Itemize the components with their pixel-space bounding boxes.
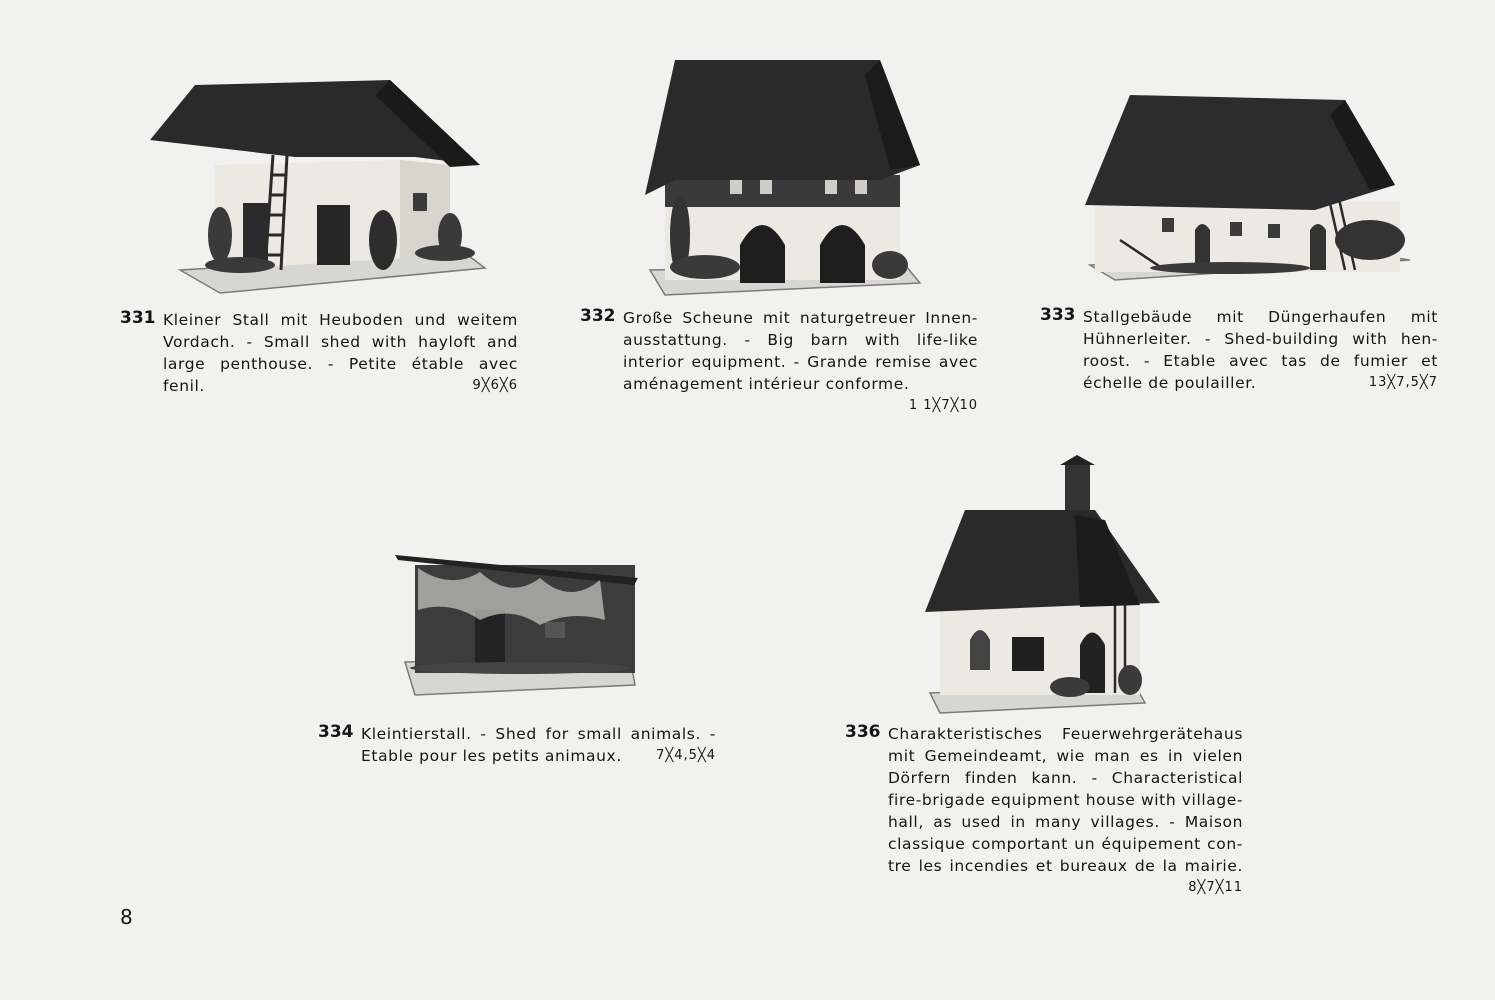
description-line: interior equipment. - Grande remise avec — [623, 353, 978, 371]
description-line: échelle de poulailler. — [1083, 374, 1257, 392]
item-description — [888, 723, 1243, 899]
description-line: Stallgebäude mit Düngerhaufen mit — [1083, 308, 1438, 326]
description-line: Charakteristisches Feuerwehrgerätehaus — [888, 725, 1243, 743]
item-dimensions: 13╳7,5╳7 — [1368, 375, 1438, 390]
item-dimensions: 1 1╳7╳10 — [908, 398, 978, 413]
photo-336-fire-brigade-house — [920, 455, 1165, 715]
item-description — [361, 723, 716, 767]
photo-331-small-shed — [145, 75, 490, 300]
description-line: Kleintierstall. - Shed for small animals. - — [361, 725, 716, 743]
description-line: mit Gemeindeamt, wie man es in vielen — [888, 747, 1243, 765]
description-line: large penthouse. - Petite étable avec — [163, 355, 518, 373]
description-line: Kleiner Stall mit Heuboden und weitem — [163, 311, 518, 329]
item-number: 333 — [1040, 305, 1076, 325]
photo-334-small-animal-shed — [390, 550, 645, 700]
description-line: roost. - Etable avec tas de fumier et — [1083, 352, 1438, 370]
description-line: Dörfern finden kann. - Characteristical — [888, 769, 1243, 787]
description-line: Hühnerleiter. - Shed-building with hen- — [1083, 330, 1438, 348]
description-line: Vordach. - Small shed with hayloft and — [163, 333, 518, 351]
item-number: 332 — [580, 306, 616, 326]
page-number: 8 — [120, 905, 133, 929]
description-line: hall, as used in many villages. - Maison — [888, 813, 1243, 831]
description-line: fire-brigade equipment house with village- — [888, 791, 1244, 809]
description-line: aménagement intérieur conforme. — [623, 375, 910, 393]
item-number: 336 — [845, 722, 881, 742]
description-line: ausstattung. - Big barn with life-like — [623, 331, 978, 349]
item-description — [623, 307, 978, 417]
item-dimensions: 7╳4,5╳4 — [656, 748, 716, 763]
item-dimensions: 9╳6╳6 — [472, 378, 518, 393]
item-number: 334 — [318, 722, 354, 742]
item-dimensions: 8╳7╳11 — [1188, 880, 1243, 895]
item-number: 331 — [120, 308, 156, 328]
item-description — [1083, 306, 1438, 394]
description-line: Etable pour les petits animaux. — [361, 747, 622, 765]
item-description — [163, 309, 518, 397]
description-line: fenil. — [163, 377, 205, 395]
description-line: classique comportant un équipement con- — [888, 835, 1243, 853]
photo-333-shed-building — [1080, 90, 1415, 285]
description-line: tre les incendies et bureaux de la mairie. — [888, 857, 1243, 875]
description-line: Große Scheune mit naturgetreuer Innen- — [623, 309, 978, 327]
photo-332-big-barn — [635, 55, 925, 300]
